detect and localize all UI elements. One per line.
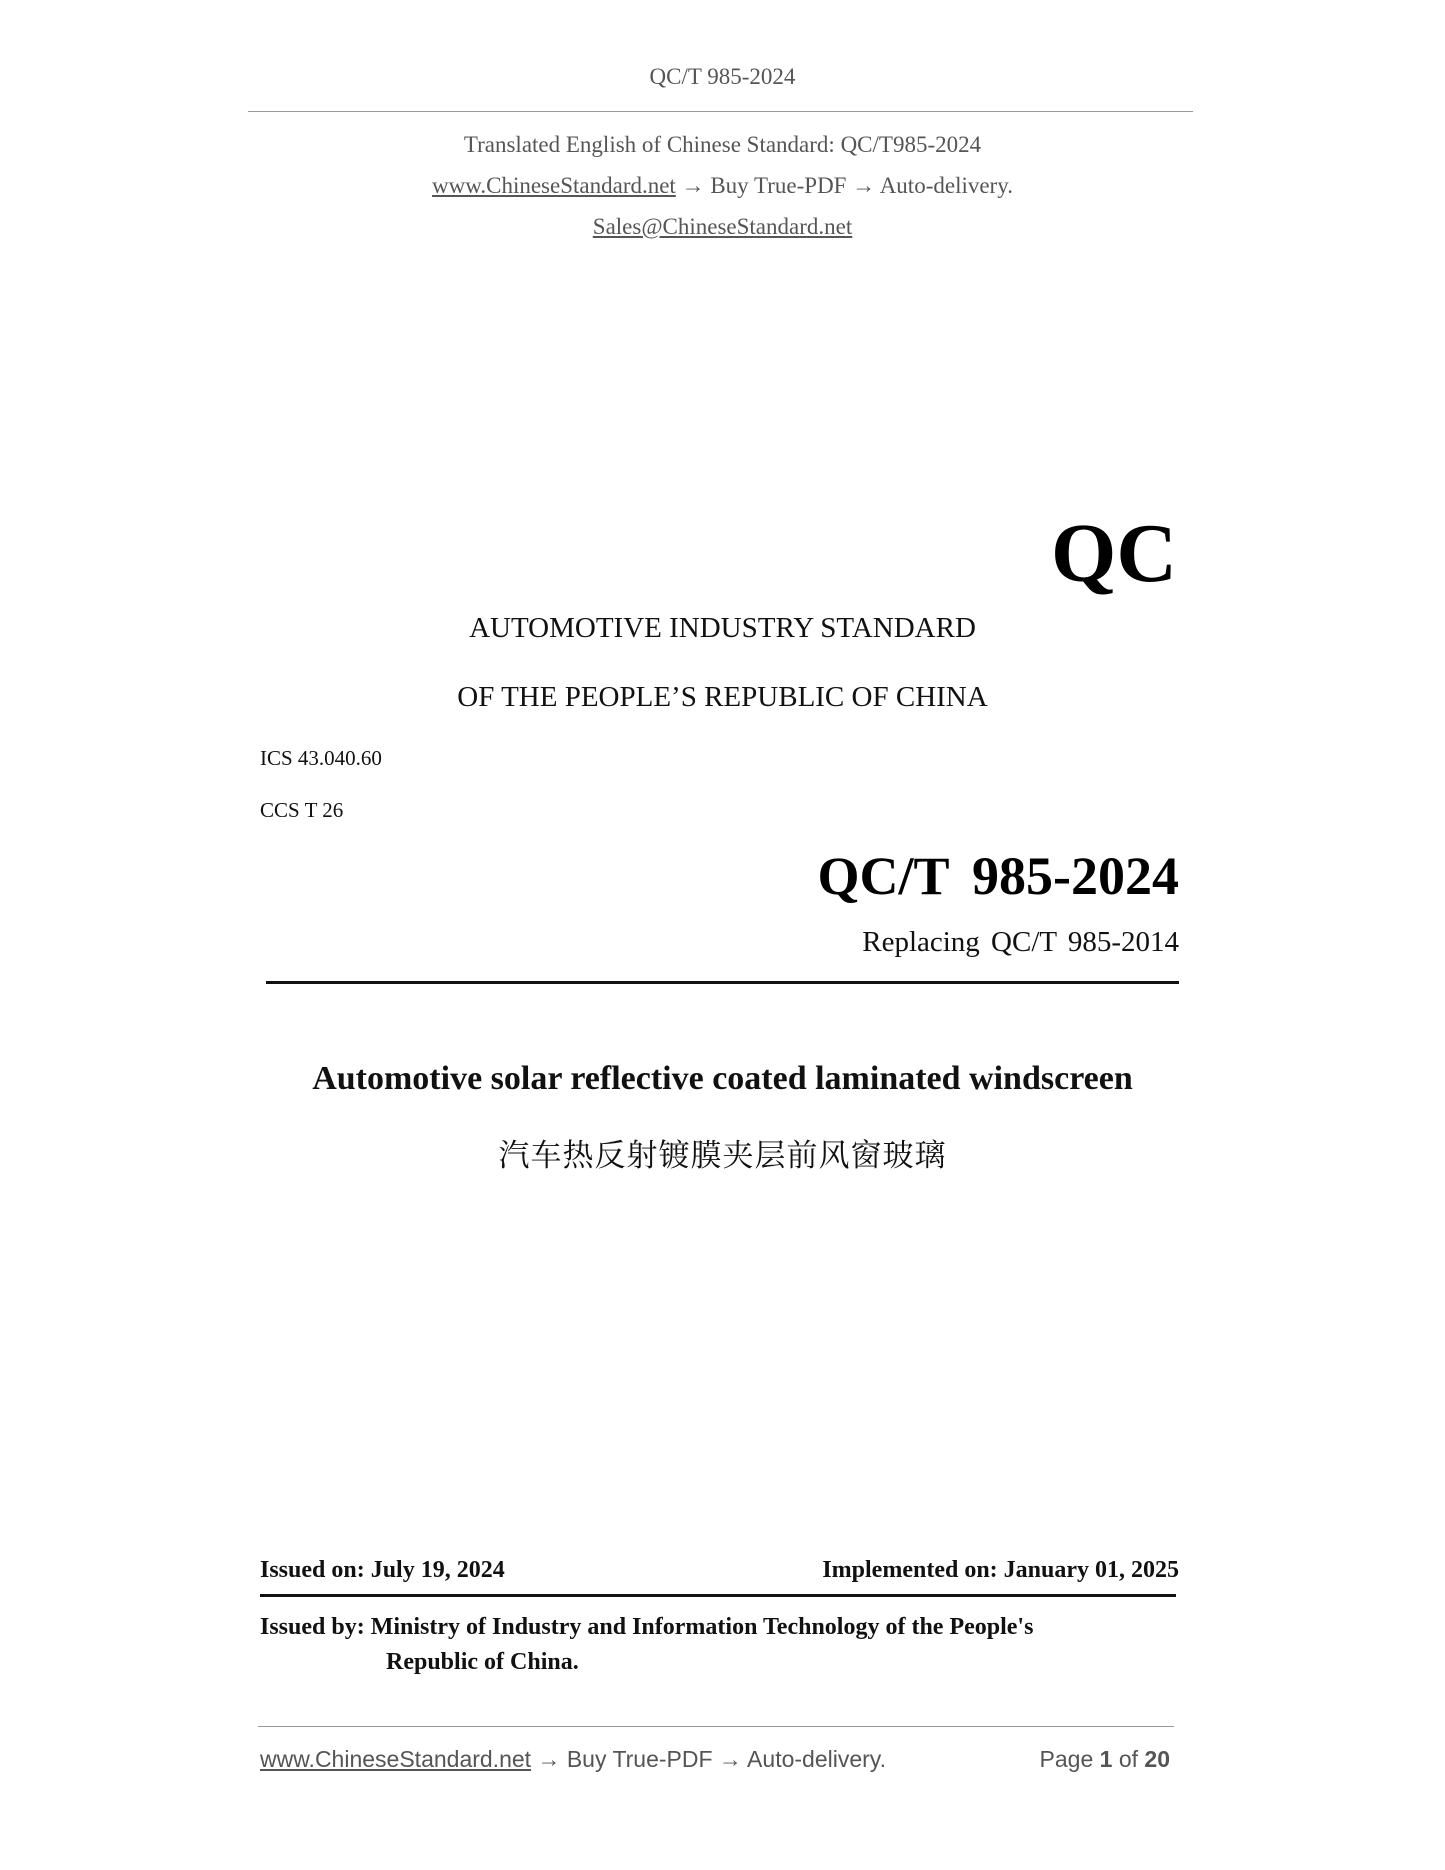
title-divider (266, 981, 1179, 984)
qc-logo: QC (1051, 507, 1177, 600)
footer-buy-text: → Buy True-PDF → Auto-delivery. (531, 1746, 886, 1772)
page-indicator (1040, 1746, 1170, 1773)
issued-on-date: Issued on: July 19, 2024 (260, 1557, 505, 1583)
footer-link-line (260, 1746, 886, 1773)
buy-text: → Buy True-PDF → Auto-delivery. (675, 173, 1013, 198)
issuer-line1: Issued by: Ministry of Industry and Information Technology of the People's (260, 1614, 1034, 1640)
dates-divider (260, 1594, 1176, 1597)
document-title-en: Automotive solar reflective coated laminated windscreen (312, 1060, 1133, 1097)
of-label: of (1118, 1746, 1139, 1772)
translation-notice: Translated English of Chinese Standard: QC/T985-2024 (463, 132, 982, 157)
email-link[interactable]: Sales@ChineseStandard.net (592, 214, 853, 239)
ics-code: ICS 43.040.60 (260, 746, 382, 770)
site-link[interactable]: www.ChineseStandard.net (432, 173, 676, 198)
issuer-block (260, 1610, 1033, 1680)
implemented-on-date: Implemented on: January 01, 2025 (822, 1557, 1179, 1583)
header-divider (248, 111, 1193, 112)
standard-title-line1: AUTOMOTIVE INDUSTRY STANDARD (469, 612, 976, 644)
page-label: Page (1039, 1746, 1094, 1772)
issuer-line2: Republic of China. (386, 1649, 579, 1675)
standard-number: QC/T 985-2024 (817, 846, 1179, 906)
standard-title-line2: OF THE PEOPLE’S REPUBLIC OF CHINA (457, 681, 988, 713)
page-total: 20 (1144, 1746, 1170, 1772)
ccs-code: CCS T 26 (260, 798, 344, 822)
page-current: 1 (1099, 1746, 1113, 1772)
running-header: QC/T 985-2024 (649, 64, 796, 89)
email-line (0, 214, 1445, 240)
replacing-standard: Replacing QC/T 985-2014 (862, 926, 1179, 958)
document-title-cn: 汽车热反射镀膜夹层前风窗玻璃 (498, 1138, 947, 1173)
footer-divider (258, 1726, 1174, 1727)
footer-site-link[interactable]: www.ChineseStandard.net (260, 1746, 532, 1772)
translation-buy-line (0, 173, 1445, 199)
